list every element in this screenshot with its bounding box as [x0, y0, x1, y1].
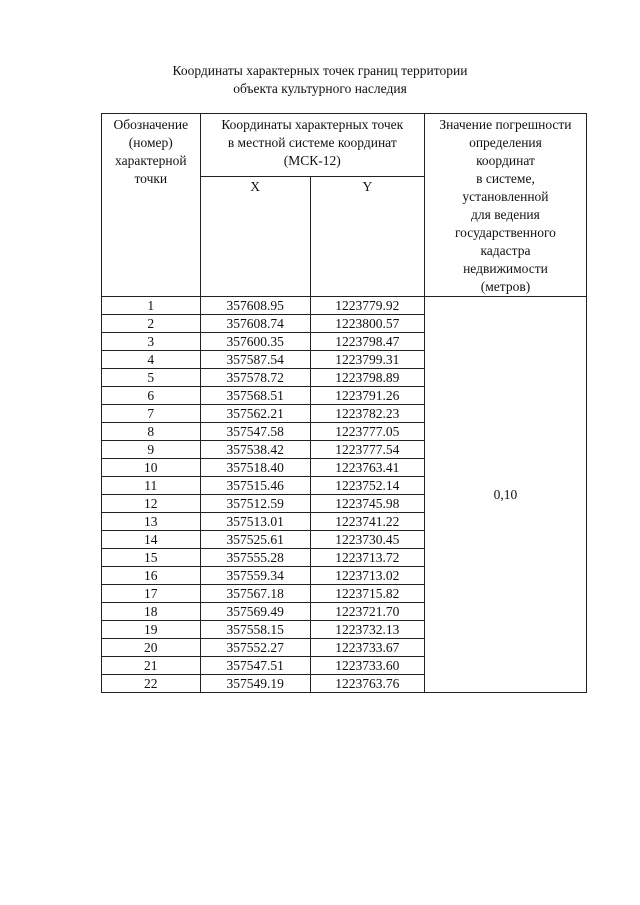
x-coordinate-cell: 357547.58 — [200, 423, 310, 441]
header-x: X — [200, 177, 310, 297]
x-coordinate-cell: 357515.46 — [200, 477, 310, 495]
point-number-cell: 7 — [102, 405, 201, 423]
y-coordinate-cell: 1223713.02 — [310, 567, 424, 585]
x-coordinate-cell: 357555.28 — [200, 549, 310, 567]
y-coordinate-cell: 1223782.23 — [310, 405, 424, 423]
y-coordinate-cell: 1223721.70 — [310, 603, 424, 621]
point-number-cell: 20 — [102, 639, 201, 657]
y-coordinate-cell: 1223752.14 — [310, 477, 424, 495]
point-number-cell: 15 — [102, 549, 201, 567]
x-coordinate-cell: 357512.59 — [200, 495, 310, 513]
coordinates-table — [101, 113, 587, 693]
point-number-cell: 18 — [102, 603, 201, 621]
x-coordinate-cell: 357518.40 — [200, 459, 310, 477]
point-number-cell: 21 — [102, 657, 201, 675]
x-coordinate-cell: 357525.61 — [200, 531, 310, 549]
x-coordinate-cell: 357608.95 — [200, 297, 310, 315]
point-number-cell: 6 — [102, 387, 201, 405]
x-coordinate-cell: 357600.35 — [200, 333, 310, 351]
point-number-cell: 12 — [102, 495, 201, 513]
y-coordinate-cell: 1223799.31 — [310, 351, 424, 369]
x-coordinate-cell: 357552.27 — [200, 639, 310, 657]
point-number-cell: 11 — [102, 477, 201, 495]
y-coordinate-cell: 1223800.57 — [310, 315, 424, 333]
x-coordinate-cell: 357558.15 — [200, 621, 310, 639]
y-coordinate-cell: 1223730.45 — [310, 531, 424, 549]
y-coordinate-cell: 1223733.67 — [310, 639, 424, 657]
x-coordinate-cell: 357567.18 — [200, 585, 310, 603]
point-number-cell: 22 — [102, 675, 201, 693]
y-coordinate-cell: 1223732.13 — [310, 621, 424, 639]
y-coordinate-cell: 1223777.54 — [310, 441, 424, 459]
point-number-cell: 16 — [102, 567, 201, 585]
point-number-cell: 14 — [102, 531, 201, 549]
point-number-cell: 4 — [102, 351, 201, 369]
y-coordinate-cell: 1223745.98 — [310, 495, 424, 513]
header-y: Y — [310, 177, 424, 297]
header-coordinates: Координаты характерных точек в местной системе координат (МСК-12) — [200, 114, 424, 177]
point-number-cell: 19 — [102, 621, 201, 639]
x-coordinate-cell: 357562.21 — [200, 405, 310, 423]
point-number-cell: 17 — [102, 585, 201, 603]
title-line-2: объекта культурного наследия — [233, 81, 407, 96]
y-coordinate-cell: 1223741.22 — [310, 513, 424, 531]
x-coordinate-cell: 357513.01 — [200, 513, 310, 531]
header-error-value: Значение погрешности определения координат в системе, установленной для ведения государственного кадастра недвижимости (метров) — [424, 114, 586, 297]
point-number-cell: 3 — [102, 333, 201, 351]
point-number-cell: 1 — [102, 297, 201, 315]
x-coordinate-cell: 357549.19 — [200, 675, 310, 693]
x-coordinate-cell: 357608.74 — [200, 315, 310, 333]
y-coordinate-cell: 1223733.60 — [310, 657, 424, 675]
y-coordinate-cell: 1223763.76 — [310, 675, 424, 693]
header-point-number: Обозначение (номер) характерной точки — [102, 114, 201, 297]
x-coordinate-cell: 357559.34 — [200, 567, 310, 585]
point-number-cell: 5 — [102, 369, 201, 387]
point-number-cell: 2 — [102, 315, 201, 333]
y-coordinate-cell: 1223791.26 — [310, 387, 424, 405]
x-coordinate-cell: 357569.49 — [200, 603, 310, 621]
point-number-cell: 10 — [102, 459, 201, 477]
point-number-cell: 9 — [102, 441, 201, 459]
y-coordinate-cell: 1223713.72 — [310, 549, 424, 567]
y-coordinate-cell: 1223777.05 — [310, 423, 424, 441]
y-coordinate-cell: 1223779.92 — [310, 297, 424, 315]
title-line-1: Координаты характерных точек границ территории — [172, 63, 468, 78]
y-coordinate-cell: 1223798.47 — [310, 333, 424, 351]
x-coordinate-cell: 357578.72 — [200, 369, 310, 387]
document-title — [0, 62, 640, 98]
error-value-cell: 0,10 — [424, 297, 586, 693]
y-coordinate-cell: 1223798.89 — [310, 369, 424, 387]
y-coordinate-cell: 1223715.82 — [310, 585, 424, 603]
x-coordinate-cell: 357568.51 — [200, 387, 310, 405]
table-row — [102, 297, 587, 315]
x-coordinate-cell: 357538.42 — [200, 441, 310, 459]
x-coordinate-cell: 357547.51 — [200, 657, 310, 675]
y-coordinate-cell: 1223763.41 — [310, 459, 424, 477]
x-coordinate-cell: 357587.54 — [200, 351, 310, 369]
point-number-cell: 8 — [102, 423, 201, 441]
point-number-cell: 13 — [102, 513, 201, 531]
